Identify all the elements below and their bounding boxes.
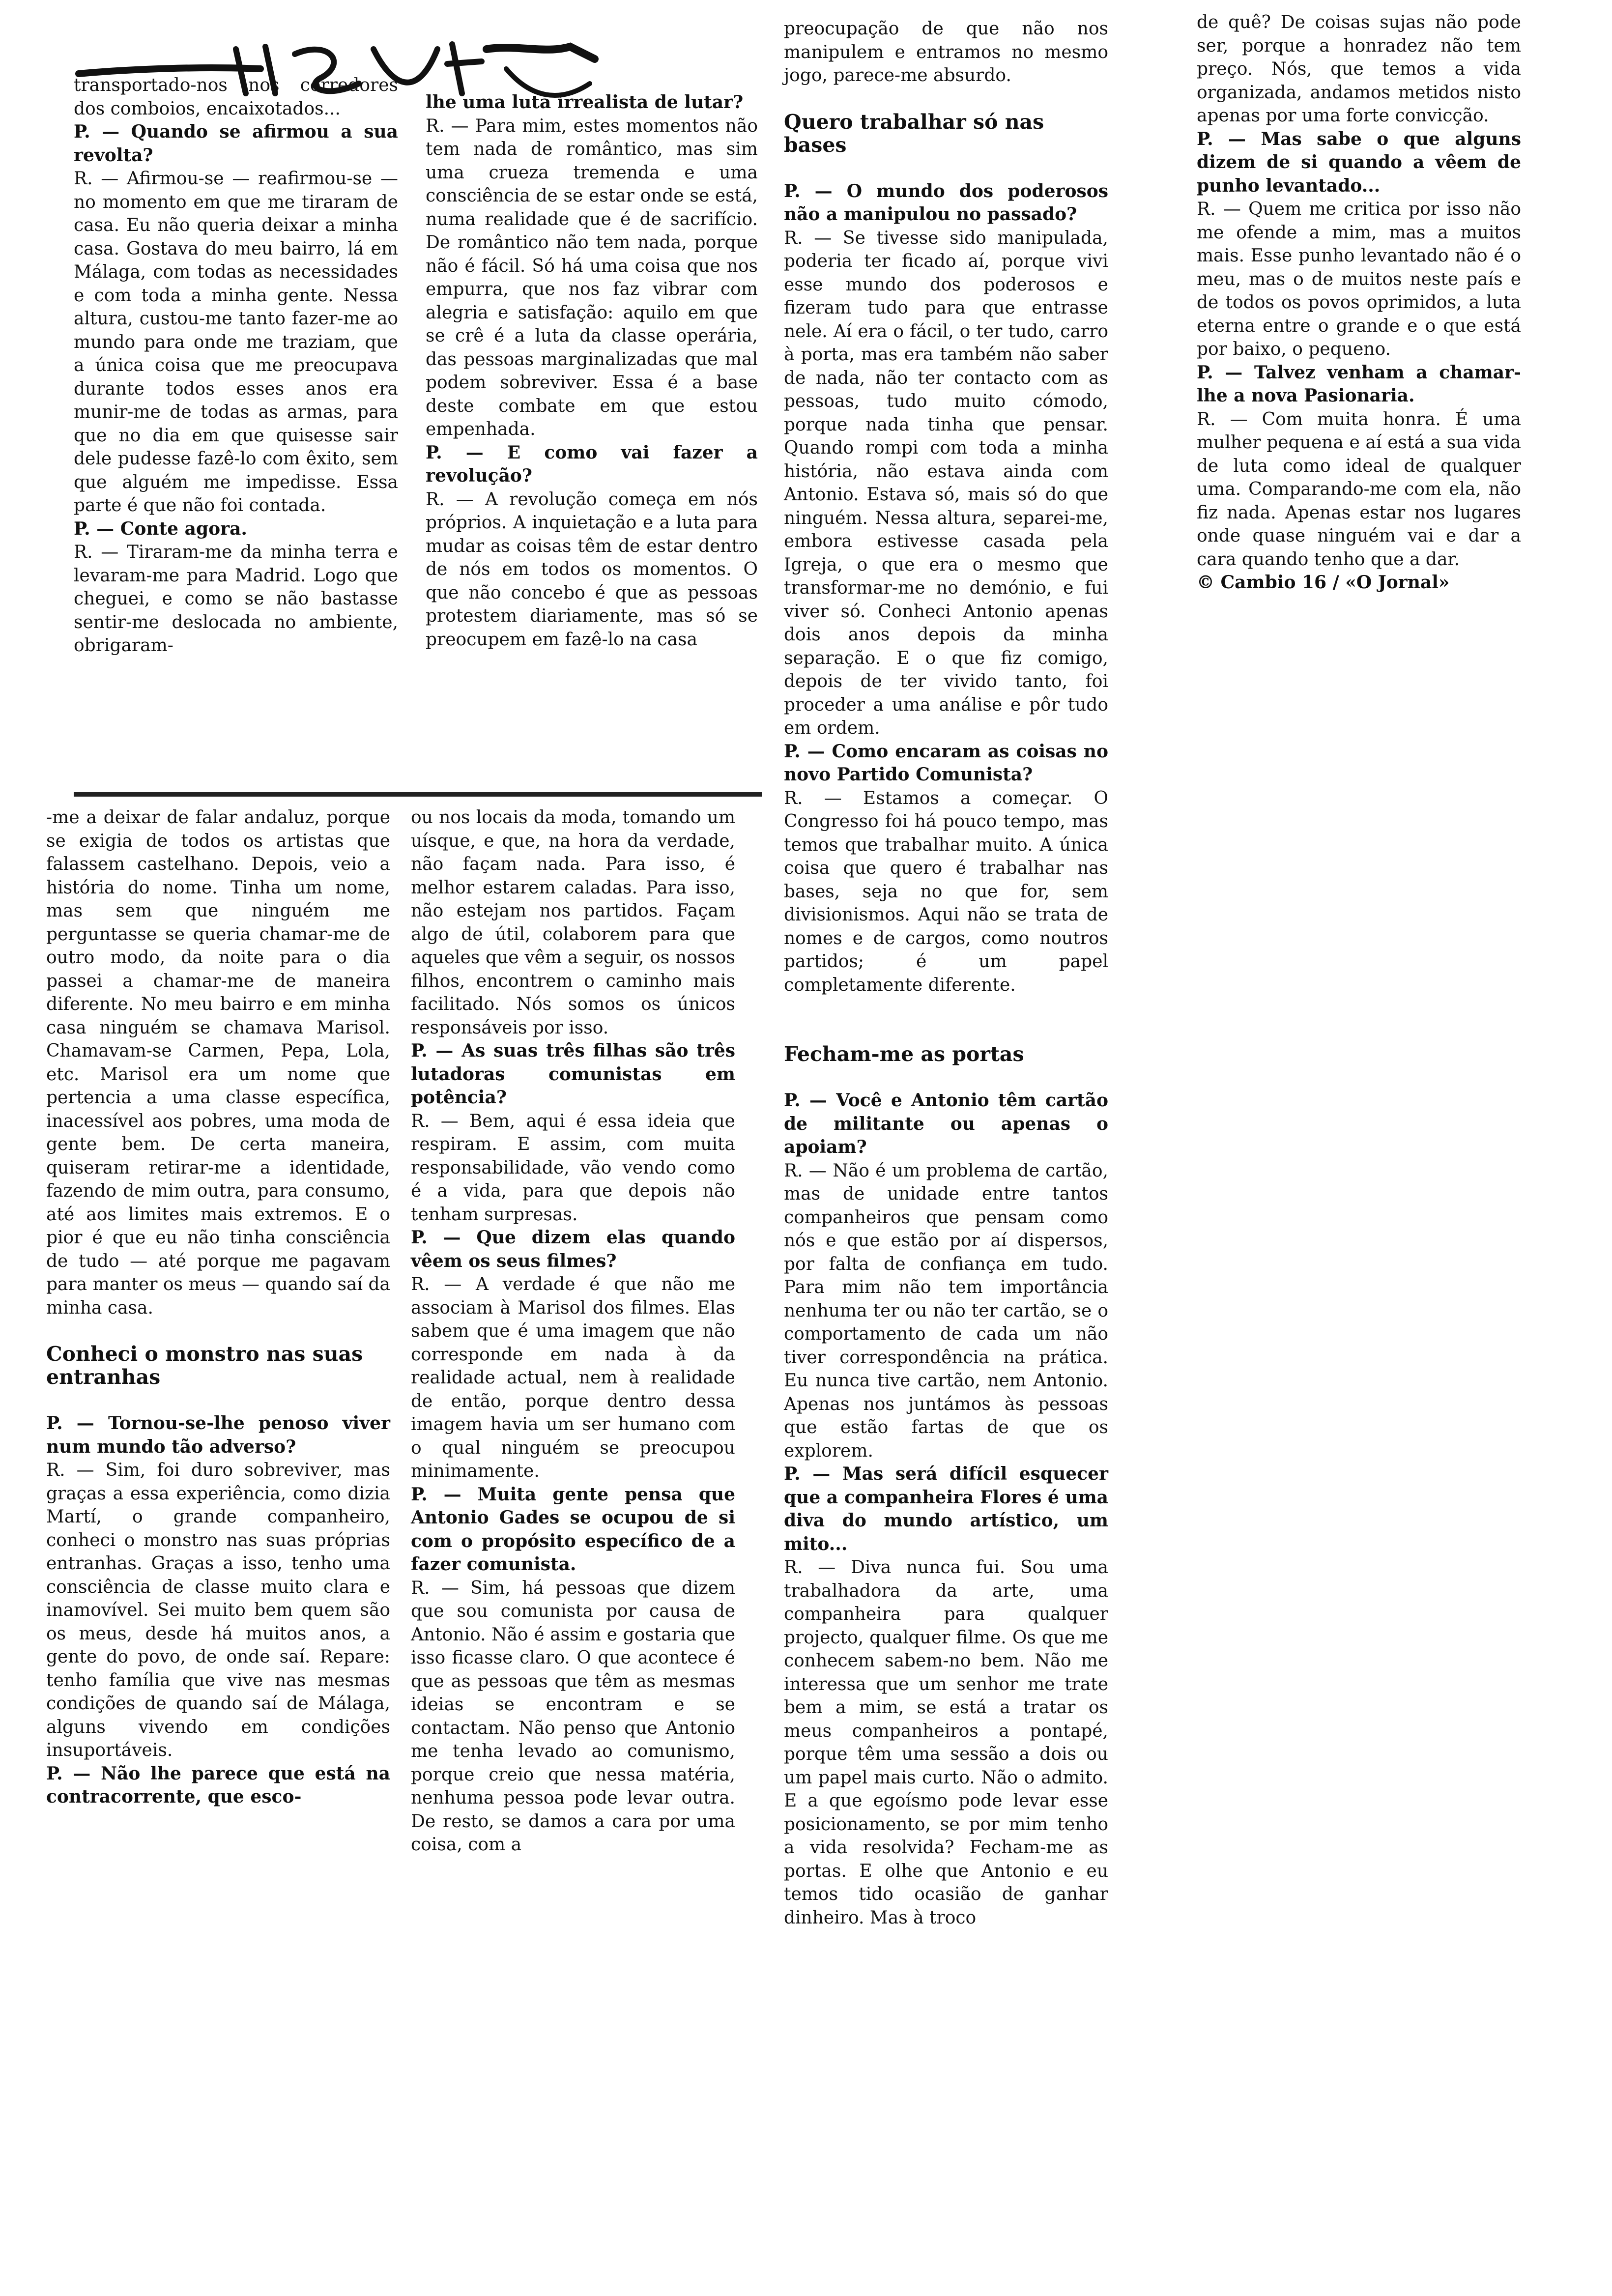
interview-answer-paragraph: preocupação de que não nos manipulem e entramos no mesmo jogo, parece-me absurdo. <box>784 19 1108 86</box>
interview-question: P. — Não lhe parece que está na contracorrente, que esco- <box>46 1763 390 1807</box>
interview-question: P. — Talvez venham a chamar-lhe a nova Pasionaria. <box>1197 362 1521 406</box>
bottom-column-1 <box>46 806 390 1809</box>
interview-answer-paragraph: R. — Não é um problema de cartão, mas de unidade entre tantos companheiros que pensam como nós e que estão por aí dispersos, por falta de confiança em tudo. Para mim não tem importância nenhuma ter ou não ter cartão, se o comportamento de cada um não tiver correspondência na prática. Eu nunca tive cartão, nem Antonio. Apenas nos juntámos às pessoas que estão fartas de que os explorem. <box>784 1160 1108 1461</box>
interview-question: P. — Você e Antonio têm cartão de militante ou apenas o apoiam? <box>784 1090 1108 1157</box>
interview-answer-paragraph: R. — Sim, há pessoas que dizem que sou comunista por causa de Antonio. Não é assim e gostaria que isso ficasse claro. O que acontece é que as pessoas que têm as mesmas ideias se encontram e se contactam. Não penso que Antonio me tenha levado ao comunismo, porque creio que nessa matéria, nenhuma pessoa pode levar outra. De resto, se damos a cara por uma coisa, com a <box>411 1578 735 1855</box>
section-heading: Quero trabalhar só nas bases <box>784 110 1044 157</box>
interview-answer-paragraph: R. — Com muita honra. É uma mulher pequena e aí está a sua vida de luta como ideal de qualquer uma. Comparando-me com ela, não fiz nada. Apenas estar nos lugares onde quase ninguém vai e dar a cara quando tenho que a dar. <box>1197 409 1521 570</box>
interview-question: P. — Como encaram as coisas no novo Partido Comunista? <box>784 741 1108 785</box>
spacer <box>46 1389 390 1412</box>
spacer <box>46 1320 390 1343</box>
spacer <box>784 997 1108 1020</box>
column-divider-rule <box>74 792 762 797</box>
section-heading: Fecham-me as portas <box>784 1042 1024 1066</box>
bottom-column-2 <box>411 806 735 1857</box>
section-heading: Conheci o monstro nas suas entranhas <box>46 1342 363 1389</box>
interview-answer-paragraph: R. — Afirmou-se — reafirmou-se — no momento em que me tiraram de casa. Eu não queria deixar a minha casa. Gostava do meu bairro, lá em Málaga, com todas as necessidades e com toda a minha gente. Nessa altura, custou-me tanto fazer-me ao mundo para onde me traziam, que a única coisa que me preocupava durante todos esses anos era munir-me de todas as armas, para que no dia em que quisesse sair dele pudesse fazê-lo com êxito, sem que alguém me impedisse. Essa parte é que não foi contada. <box>74 169 398 516</box>
spacer <box>784 1066 1108 1089</box>
interview-answer-paragraph: -me a deixar de falar andaluz, porque se exigia de todos os artistas que falassem castelhano. Depois, veio a história do nome. Tinha um nome, mas sem que ninguém me perguntasse se queria chamar-me de outro modo, da noite para o dia passei a chamar-me de maneira diferente. No meu bairro e em minha casa ninguém se chamava Marisol. Chamavam-se Carmen, Pepa, Lola, etc. Marisol era um nome que pertencia a uma classe específica, inacessível aos pobres, uma moda de gente bem. De certa maneira, quiseram retirar-me a identidade, fazendo de mim outra, para consumo, até aos limites mais extremos. E o pior é que eu não tinha consciência de tudo — até porque me pagavam para manter os meus — quando saí da minha casa. <box>46 807 390 1318</box>
interview-question: P. — Mas sabe o que alguns dizem de si quando a vêem de punho levantado... <box>1197 128 1521 196</box>
interview-answer-paragraph: R. — A revolução começa em nós próprios. A inquietação e a luta para mudar as coisas têm de estar dentro de nós em todos os momentos. O que não concebo é que as pessoas protestem diariamente, mas só se preocupem em fazê-lo na casa <box>426 489 758 650</box>
interview-question: P. — Que dizem elas quando vêem os seus filmes? <box>411 1227 735 1271</box>
spacer <box>784 157 1108 180</box>
spacer <box>784 1020 1108 1043</box>
interview-question: lhe uma luta irrealista de lutar? <box>426 92 744 113</box>
column-4 <box>1197 11 1521 595</box>
column-3 <box>784 17 1108 1929</box>
interview-answer-paragraph: R. — Sim, foi duro sobreviver, mas graças a essa experiência, como dizia Martí, o grande companheiro, conheci o monstro nas suas próprias entranhas. Graças a isso, tenho uma consciência de classe muito clara e inamovível. Sei muito bem quem são os meus, desde há muitos anos, a gente do povo, de onde saí. Repare: tenho família que vive nas mesmas condições de quando saí de Málaga, alguns vivendo em condições insuportáveis. <box>46 1460 390 1760</box>
interview-answer-paragraph: R. — Estamos a começar. O Congresso foi há pouco tempo, mas temos que trabalhar muito. A única coisa que quero é trabalhar nas bases, seja no que for, sem divisionismos. Aqui não se trata de nomes e de cargos, como noutros partidos; é um papel completamente diferente. <box>784 788 1108 995</box>
source-credit: © Cambio 16 / «O Jornal» <box>1197 572 1450 593</box>
interview-answer-paragraph: R. — Tiraram-me da minha terra e levaram-me para Madrid. Logo que cheguei, e como se não bastasse sentir-me deslocada no ambiente, obrigaram- <box>74 542 398 656</box>
interview-answer-paragraph: R. — A verdade é que não me associam à Marisol dos filmes. Elas sabem que é uma imagem que não corresponde em nada à da realidade actual, nem à realidade de então, porque dentro dessa imagem havia um ser humano com o qual ninguém se preocupou minimamente. <box>411 1274 735 1481</box>
interview-question: P. — As suas três filhas são três lutadoras comunistas em potência? <box>411 1040 735 1108</box>
interview-question: P. — Quando se afirmou a sua revolta? <box>74 121 398 166</box>
interview-question: P. — Mas será difícil esquecer que a companheira Flores é uma diva do mundo artístico, um mito... <box>784 1464 1108 1554</box>
interview-question: P. — Muita gente pensa que Antonio Gades se ocupou de si com o propósito específico de a fazer comunista. <box>411 1484 735 1575</box>
spacer <box>784 87 1108 111</box>
interview-answer-paragraph: R. — Diva nunca fui. Sou uma trabalhadora da arte, uma companheira para qualquer projecto, qualquer filme. Os que me conhecem sabem-no bem. Não me interessa que um senhor me trate bem a mim, se está a tratar os meus companheiros a pontapé, porque têm uma sessão a dois ou um papel mais curto. Não o admito. E a que egoísmo pode levar esse posicionamento, se por mim tenho a vida resolvida? Fecham-me as portas. E olhe que Antonio e eu temos tido ocasião de ganhar dinheiro. Mas à troco <box>784 1557 1108 1928</box>
top-column-2 <box>426 91 758 651</box>
interview-question: P. — O mundo dos poderosos não a manipulou no passado? <box>784 180 1108 225</box>
interview-answer-paragraph: de quê? De coisas sujas não pode ser, porque a honradez não tem preço. Nós, que temos a vida organizada, andamos metidos nisto apenas por uma forte convicção. <box>1197 12 1521 126</box>
interview-answer-paragraph: R. — Bem, aqui é essa ideia que respiram. E assim, com muita responsabilidade, vão vendo como é a vida, para que depois não tenham surpresas. <box>411 1111 735 1225</box>
interview-answer-paragraph: transportado-nos nos corredores dos comboios, encaixotados... <box>74 75 398 119</box>
interview-answer-paragraph: ou nos locais da moda, tomando um uísque, e que, na hora da verdade, não façam nada. Para isso, é melhor estarem caladas. Para isso, não estejam nos partidos. Façam algo de útil, colaborem para que aqueles que vêm a seguir, os nossos filhos, encontrem o caminho mais facilitado. Nós somos os únicos responsáveis por isso. <box>411 807 735 1038</box>
interview-question: P. — Conte agora. <box>74 518 247 539</box>
top-column-1 <box>74 74 398 658</box>
interview-question: P. — Tornou-se-lhe penoso viver num mundo tão adverso? <box>46 1413 390 1457</box>
interview-answer-paragraph: R. — Quem me critica por isso não me ofende a mim, mas a muitos mais. Esse punho levantado não é o meu, mas o de muitos neste país e de todos os povos oprimidos, a luta eterna entre o grande e o que está por baixo, o pequeno. <box>1197 199 1521 359</box>
interview-answer-paragraph: R. — Para mim, estes momentos não tem nada de romântico, mas sim uma crueza tremenda e uma consciência de se estar onde se está, numa realidade que é de sacrifício. De romântico não tem nada, porque não é fácil. Só há uma coisa que nos empurra, que nos faz vibrar com alegria e satisfação: aquilo em que se crê é a luta da classe operária, das pessoas marginalizadas que mal podem sobreviver. Essa é a base deste combate em que estou empenhada. <box>426 115 758 439</box>
interview-answer-paragraph: R. — Se tivesse sido manipulada, poderia ter ficado aí, porque vivi esse mundo dos poderosos e fizeram tudo para que entrasse nele. Aí era o fácil, o ter tudo, carro à porta, mas era também não saber de nada, não ter contacto com as pessoas, tudo muito cómodo, porque nada tinha que pensar. Quando rompi com toda a minha história, não estava ainda com Antonio. Estava só, mais só do que ninguém. Nessa altura, separei-me, embora estivesse casada pela Igreja, o que era o mesmo que transformar-me no demónio, e fui viver só. Conheci Antonio apenas dois anos depois da minha separação. E o que fiz comigo, depois de ter vivido tanto, foi proceder a uma análise e pôr tudo em ordem. <box>784 228 1108 738</box>
interview-question: P. — E como vai fazer a revolução? <box>426 442 758 486</box>
